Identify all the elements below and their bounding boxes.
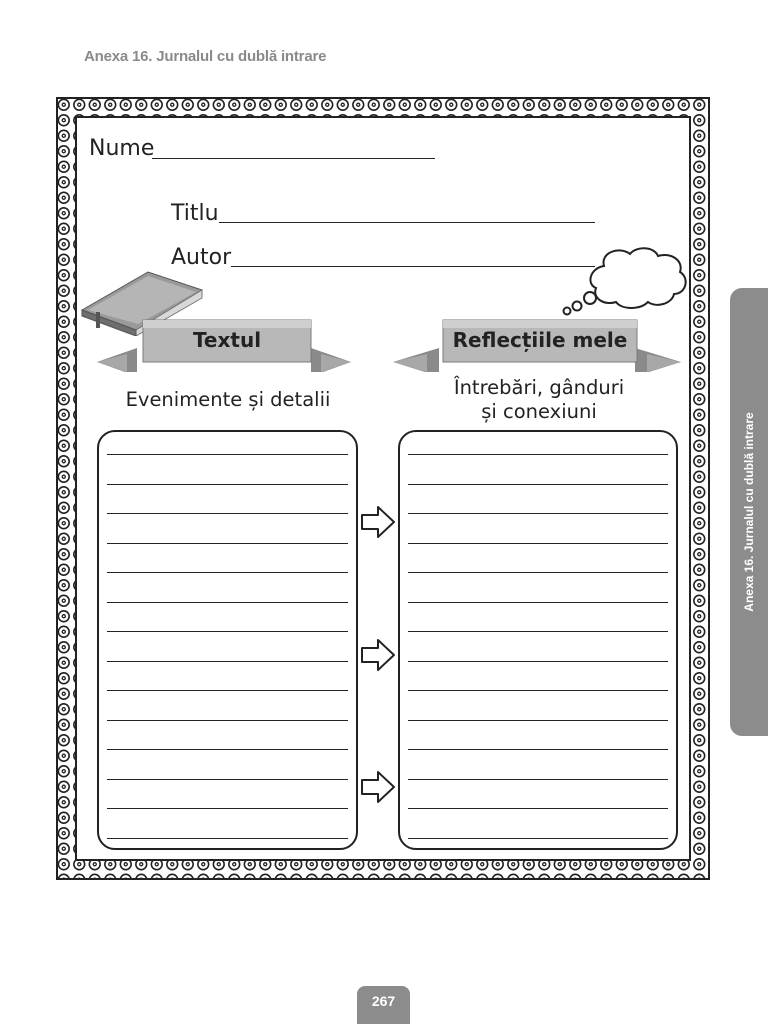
writing-line	[107, 454, 348, 455]
writing-line	[107, 572, 348, 573]
writing-line	[107, 631, 348, 632]
page-header-title: Anexa 16. Jurnalul cu dublă intrare	[84, 48, 327, 65]
arrow-right-outline-icon	[360, 638, 396, 672]
left-ribbon-label: Textul	[192, 328, 262, 352]
writing-line	[107, 690, 348, 691]
left-heading-line-1: Evenimente și detalii	[125, 388, 331, 411]
writing-line	[408, 661, 668, 662]
writing-line	[408, 602, 668, 603]
writing-line	[408, 749, 668, 750]
name-label: Nume	[89, 136, 155, 161]
writing-line	[107, 602, 348, 603]
writing-line	[107, 720, 348, 721]
thought-bubble-icon	[560, 244, 690, 318]
writing-line	[408, 631, 668, 632]
writing-line	[107, 484, 348, 485]
arrow-right-outline-icon	[360, 505, 396, 539]
arrow-right-outline-icon	[360, 770, 396, 804]
right-heading-line-1: Întrebări, gânduri	[453, 376, 625, 399]
writing-line	[408, 838, 668, 839]
right-heading-line-2: și conexiuni	[481, 400, 597, 423]
right-ribbon-label: Reflecțiile mele	[452, 328, 628, 352]
writing-line	[408, 513, 668, 514]
right-writing-area[interactable]	[398, 430, 678, 850]
page-number: 267	[357, 986, 410, 1024]
left-column-heading	[100, 388, 356, 412]
writing-line	[107, 661, 348, 662]
left-writing-area[interactable]	[97, 430, 358, 850]
writing-line	[107, 543, 348, 544]
writing-line	[408, 543, 668, 544]
writing-line	[408, 572, 668, 573]
name-field[interactable]	[152, 158, 435, 159]
right-column-heading	[400, 376, 678, 424]
writing-line	[107, 749, 348, 750]
writing-line	[408, 779, 668, 780]
side-tab-label: Anexa 16. Jurnalul cu dublă intrare	[742, 412, 756, 612]
side-section-tab	[730, 288, 768, 736]
writing-line	[408, 484, 668, 485]
writing-line	[107, 513, 348, 514]
writing-line	[408, 808, 668, 809]
author-label: Autor	[171, 245, 232, 270]
title-label: Titlu	[171, 201, 219, 226]
writing-line	[408, 690, 668, 691]
writing-line	[107, 838, 348, 839]
writing-line	[408, 454, 668, 455]
writing-line	[107, 779, 348, 780]
writing-line	[408, 720, 668, 721]
writing-line	[107, 808, 348, 809]
title-field[interactable]	[219, 222, 595, 223]
author-field[interactable]	[231, 266, 595, 267]
